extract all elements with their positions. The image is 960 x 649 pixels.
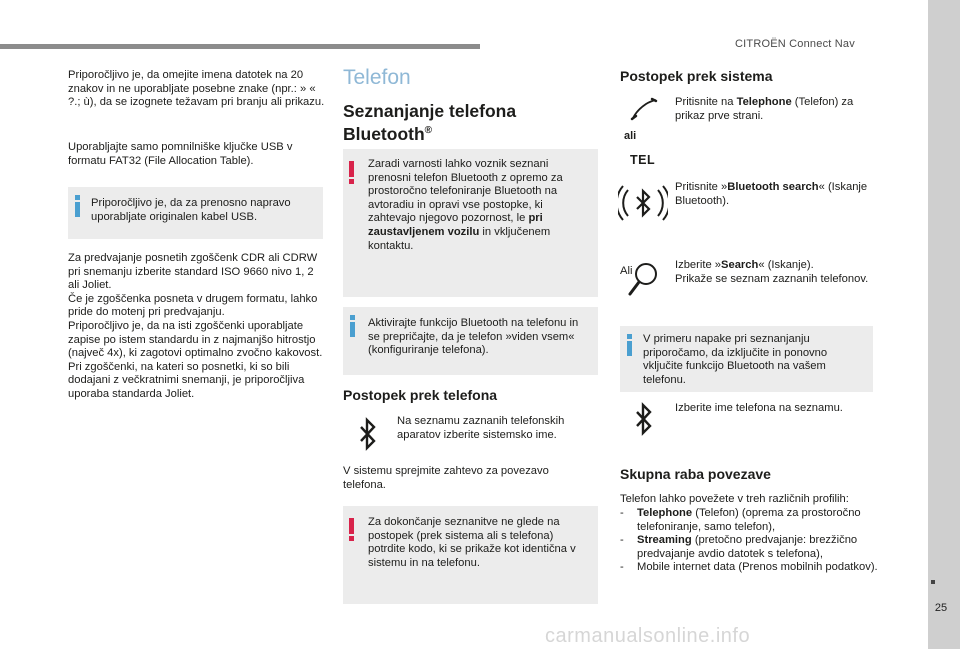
ali-label: ali — [624, 130, 637, 142]
info-box-pairing-error — [620, 326, 873, 392]
usb-format-note: Uporabljajte samo pomnilniške ključke USB v formatu FAT32 (File Allocation Table). — [68, 141, 293, 167]
accept-request-text: V sistemu sprejmite zahtevo za povezavo telefona. — [343, 465, 549, 491]
bluetooth-icon — [632, 402, 656, 438]
info-icon — [350, 315, 355, 337]
info-box-bluetooth — [343, 307, 598, 375]
section-title: Telefon — [343, 66, 411, 89]
list-item: - Streaming (pretočno predvajanje: brezžično predvajanje avdio datotek s telefona), — [620, 534, 858, 560]
step-search-result: Prikaže se seznam zaznanih telefonov. — [675, 272, 869, 285]
magnifier-icon — [626, 260, 660, 300]
info-text: Priporočljivo je, da za prenosno napravo uporabljate originalen kabel USB. — [91, 197, 291, 223]
warning-icon — [349, 518, 355, 540]
share-intro: Telefon lahko povežete v treh različnih profilih: — [620, 493, 849, 505]
continue-marker — [931, 580, 935, 584]
usb-filename-note: Priporočljivo je, da omejite imena datotek na 20 znakov in ne uporabljate posebne znake (npr.: » « ?.; ù), da se izognete težavam pri branju ali prikazu. — [68, 69, 325, 109]
warning-text: Zaradi varnosti lahko voznik seznani prenosni telefon Bluetooth z opremo za prostoročno telefoniranje Bluetooth na avtoradiu in opravi vse postopke, ki zahtevajo njegovo pozornost, le pri zaustavljenem vozilu in vključenem kontaktu. — [368, 158, 563, 252]
step-bluetooth-search: Pritisnite »Bluetooth search« (Iskanje Bluetooth). — [675, 181, 868, 207]
warning-box-safety — [343, 149, 598, 297]
side-tab — [928, 0, 960, 649]
system-procedure-title: Postopek prek sistema — [620, 68, 773, 84]
profile-list — [620, 507, 880, 575]
brand-label: CITROËN Connect Nav — [735, 38, 855, 50]
step-telephone: Pritisnite na Telephone (Telefon) za prikaz prve strani. — [675, 96, 854, 122]
info-icon — [75, 195, 80, 217]
cd-note-2: Če je zgoščenka posneta v drugem formatu, lahko pride do motenj pri predvajanju. — [68, 292, 318, 319]
bluetooth-search-icon — [618, 178, 668, 228]
handset-icon — [630, 96, 658, 122]
cd-format-notes — [68, 252, 326, 402]
phone-procedure-title: Postopek prek telefona — [343, 387, 498, 403]
page-number: 25 — [934, 602, 948, 614]
ali-label-2: Ali — [620, 265, 633, 277]
warning-icon — [349, 161, 355, 183]
phone-step: Na seznamu zaznanih telefonskih aparatov izberite sistemsko ime. — [397, 415, 565, 441]
bluetooth-icon — [356, 417, 380, 453]
warning-box-code — [343, 506, 598, 604]
info-icon — [627, 334, 632, 356]
cd-note-1: Za predvajanje posnetih zgoščenk CDR ali CDRW pri snemanju izberite standard ISO 9660 nivo 1, 2 ali Joliet. — [68, 252, 318, 292]
warning-text: Za dokončanje seznanitve ne glede na postopek (prek sistema ali s telefona) potrdite kodo, ki se prikaže kot identična v sistemu in na telefonu. — [368, 516, 576, 569]
step-select-phone: Izberite ime telefona na seznamu. — [675, 402, 843, 414]
header-rule — [0, 44, 480, 49]
step-search: Izberite »Search« (Iskanje). Prikaže se seznam zaznanih telefonov. — [675, 259, 875, 286]
info-text: Aktivirajte funkcijo Bluetooth na telefonu in se prepričajte, da je telefon »viden vsem« (konfiguriranje telefona). — [368, 317, 579, 357]
list-item: - Telephone (Telefon) (oprema za prostoročno telefoniranje, samo telefon), — [620, 507, 861, 533]
info-box-usb-cable — [68, 187, 323, 239]
list-item: - Mobile internet data (Prenos mobilnih podatkov). — [620, 561, 878, 574]
subsection-title: Seznanjanje telefona Bluetooth® — [343, 101, 517, 144]
info-text: V primeru napake pri seznanjanju priporočamo, da izključite in ponovno vključite funkcijo Bluetooth na vašem telefonu. — [643, 333, 828, 386]
tel-label: TEL — [630, 153, 656, 167]
watermark: carmanualsonline.info — [545, 625, 751, 647]
share-connection-title: Skupna raba povezave — [620, 466, 771, 482]
cd-note-4: Pri zgoščenki, na kateri so posnetki, ki so bili dodajani z večkratnimi snemanji, je priporočljiva uporaba standarda Joliet. — [68, 360, 305, 400]
cd-note-3: Priporočljivo je, da na isti zgoščenki uporabljate zapise po istem standardu in z najmanjšo hitrostjo (največ 4x), ki zagotovi optimalno zvočno kakovost. — [68, 319, 323, 360]
